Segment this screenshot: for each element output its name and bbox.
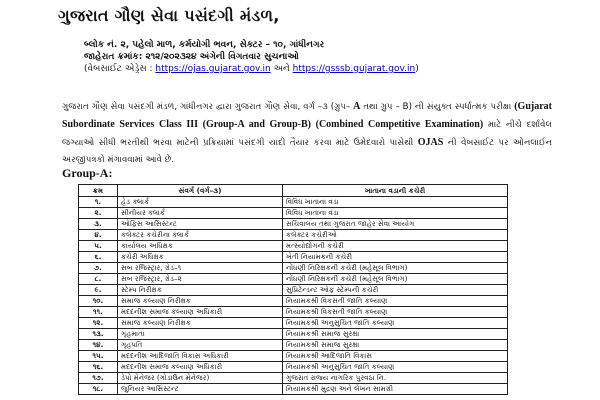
row-office: ખેતી નિયામકની કચેરી	[283, 252, 508, 263]
table-row	[79, 274, 508, 285]
header-office: ખાતાના વડાની કચેરી	[283, 185, 508, 197]
row-office: વિવિધ ખાતાના વડા	[283, 197, 508, 208]
row-serial: ૧૪.	[79, 340, 118, 351]
row-office: નિયામકશ્રી અનુસુચિત જાતિ કલ્યાણ	[283, 318, 508, 329]
table-row	[79, 340, 508, 351]
row-cadre: મદદનીશ સમાજ કલ્યાણ અધિકારી	[118, 362, 283, 373]
intro-part4: ની વેબસાઈટ પર ઓનલાઈન અરજીપત્રકો મંગાવવામાં આવે છે.	[62, 138, 553, 165]
posts-table	[78, 184, 508, 395]
table-row	[79, 252, 508, 263]
table-row	[79, 362, 508, 373]
row-office: સચિવાલય તથા ગુજરાત જાહેર સેવા આયોગ	[283, 219, 508, 230]
row-cadre: સમાજ કલ્યાણ નિરીક્ષક	[118, 318, 283, 329]
row-office: નિયામકશ્રી વિકસતી જાતિ કલ્યાણ	[283, 296, 508, 307]
row-serial: ૧૮.	[79, 384, 118, 395]
intro-ojas: OJAS	[417, 137, 444, 148]
row-serial: ૧૭.	[79, 373, 118, 384]
row-serial: ૧૬.	[79, 362, 118, 373]
row-office: નિયામકશ્રી આદિજાતિ વિકાસ	[283, 351, 508, 362]
row-office: મત્સ્યોદ્યોગની કચેરી	[283, 241, 508, 252]
gsssb-link[interactable]: https://gsssb.gujarat.gov.in	[292, 64, 416, 74]
row-cadre: કચેરી અધિક્ષક	[118, 252, 283, 263]
row-cadre: મદદનીશ આદિજાતિ વિકાસ અધિકારી	[118, 351, 283, 362]
row-office: વિવિધ ખાતાના વડા	[283, 208, 508, 219]
row-office: ગુજરાત રાજ્ય નાગરિક પુરવઠા નિ.	[283, 373, 508, 384]
board-title: ગુજરાત ગૌણ સેવા પસંદગી મંડળ,	[58, 6, 280, 25]
row-office: નોંધણી નિરિક્ષકની કચેરી (મહેસૂલ વિભાગ)	[283, 274, 508, 285]
row-serial: ૭.	[79, 263, 118, 274]
table-row	[79, 384, 508, 395]
intro-part2: તથા ગ્રુપ – B) ની સંયુક્ત સ્પર્ધાત્મક પરીક્ષા	[363, 102, 512, 112]
row-serial: ૨.	[79, 208, 118, 219]
board-address: બ્લોક નં. ૨, પહેલો માળ, કર્મયોગી ભવન, સેક્ટર – ૧૦, ગાંધીનગર	[84, 40, 325, 50]
document-header	[58, 6, 538, 86]
table-row	[79, 318, 508, 329]
header-serial: ક્રમ	[79, 185, 118, 197]
row-office: નિયામકશ્રી વિકસતી જાતિ કલ્યાણ	[283, 307, 508, 318]
row-cadre: કલેક્ટર કચેરીના ક્લાર્ક	[118, 230, 283, 241]
table-row	[79, 263, 508, 274]
row-cadre: સીનીયર ક્લાર્ક	[118, 208, 283, 219]
header-cadre: સંવર્ગ (વર્ગ–૩)	[118, 185, 283, 197]
row-cadre: મદદનીશ સમાજ કલ્યાણ અધિકારી	[118, 307, 283, 318]
ojas-link[interactable]: https://ojas.gujarat.gov.in	[155, 64, 271, 74]
row-office: સુપ્રિટેન્ડન્ટ ઓફ સ્ટેમ્પની કચેરી	[283, 285, 508, 296]
table-row	[79, 285, 508, 296]
intro-part3: માટે નીચે દર્શાવેલ જગ્યાઓ સીધી ભરતીથી ભરવા માટેની પ્રક્રિયામાં પસંદગી યાદી તૈયાર કરવા માટે ઉમેદવારો પાસેથી	[62, 120, 552, 148]
row-serial: ૯.	[79, 285, 118, 296]
table-row	[79, 230, 508, 241]
row-cadre: સબ રજિસ્ટ્રાર, ગ્રેડ–૧	[118, 263, 283, 274]
row-cadre: સમાજ કલ્યાણ નિરીક્ષક	[118, 296, 283, 307]
row-serial: ૧૧.	[79, 307, 118, 318]
table-row	[79, 373, 508, 384]
row-serial: ૬.	[79, 252, 118, 263]
website-line	[84, 64, 419, 74]
row-cadre: ડેપો મેનેજર (ગોડાઉન મેનેજર)	[118, 373, 283, 384]
row-cadre: ગૃહમાતા	[118, 329, 283, 340]
intro-part1: ગુજરાત ગૌણ સેવા પસંદગી મંડળ, ગાંધીનગર દ્વારા ગુજરાત ગૌણ સેવા, વર્ગ –૩ (ગ્રુપ–	[62, 102, 351, 112]
row-serial: ૮.	[79, 274, 118, 285]
row-serial: ૧૨.	[79, 318, 118, 329]
row-cadre: હેડ ક્લાર્ક	[118, 197, 283, 208]
row-serial: ૧૫.	[79, 351, 118, 362]
close-paren: )	[415, 64, 419, 74]
row-cadre: સ્ટેમ્પ નિરીક્ષક	[118, 285, 283, 296]
advertisement-subject: જાહેરાત ક્રમાંક: ૨૧૨/૨૦૨૩૨૪ અંગેની વિગતવાર સુચનાઓ	[84, 52, 299, 62]
row-cadre: જુનિયર આસિસ્ટન્ટ	[118, 384, 283, 395]
websites-label: (વેબસાઈટ એડ્રેસ :	[84, 64, 153, 74]
row-serial: ૧૩.	[79, 329, 118, 340]
row-office: નિયામકશ્રી સમાજ સુરક્ષા	[283, 329, 508, 340]
intro-exam-title: (Gujarat Subordinate Services Class III (Group-A and Group-B) (Combined Competitive Examination)	[62, 101, 552, 130]
table-row	[79, 197, 508, 208]
table-row	[79, 351, 508, 362]
intro-paragraph	[62, 98, 552, 169]
row-serial: ૫.	[79, 241, 118, 252]
group-heading: Group-A:	[62, 166, 113, 180]
table-row	[79, 241, 508, 252]
intro-group-a: A	[353, 101, 361, 112]
row-cadre: ઓફિસ આસિસ્ટન્ટ	[118, 219, 283, 230]
table-row	[79, 307, 508, 318]
table-header-row	[79, 185, 508, 197]
row-office: નોંધણી નિરિક્ષકની કચેરી (મહેસૂલ વિભાગ)	[283, 263, 508, 274]
and-text: અને	[273, 64, 290, 74]
row-office: નિયામકશ્રી અનુસુચિત જાતિ કલ્યાણ	[283, 362, 508, 373]
table-row	[79, 296, 508, 307]
row-office: નિયામકશ્રી મુદ્રણ અને લેખન સામગ્રી	[283, 384, 508, 395]
row-office: નિયામકશ્રી સમાજ સુરક્ષા	[283, 340, 508, 351]
row-cadre: કાર્યાલય અધિક્ષક	[118, 241, 283, 252]
table-row	[79, 219, 508, 230]
row-cadre: સબ રજિસ્ટ્રાર, ગ્રેડ–૨	[118, 274, 283, 285]
row-serial: ૩.	[79, 219, 118, 230]
row-office: કલેક્ટર કચેરીઓ	[283, 230, 508, 241]
row-serial: ૪.	[79, 230, 118, 241]
row-serial: ૧૦.	[79, 296, 118, 307]
row-cadre: ગૃહપતિ	[118, 340, 283, 351]
table-row	[79, 208, 508, 219]
row-serial: ૧.	[79, 197, 118, 208]
table-row	[79, 329, 508, 340]
